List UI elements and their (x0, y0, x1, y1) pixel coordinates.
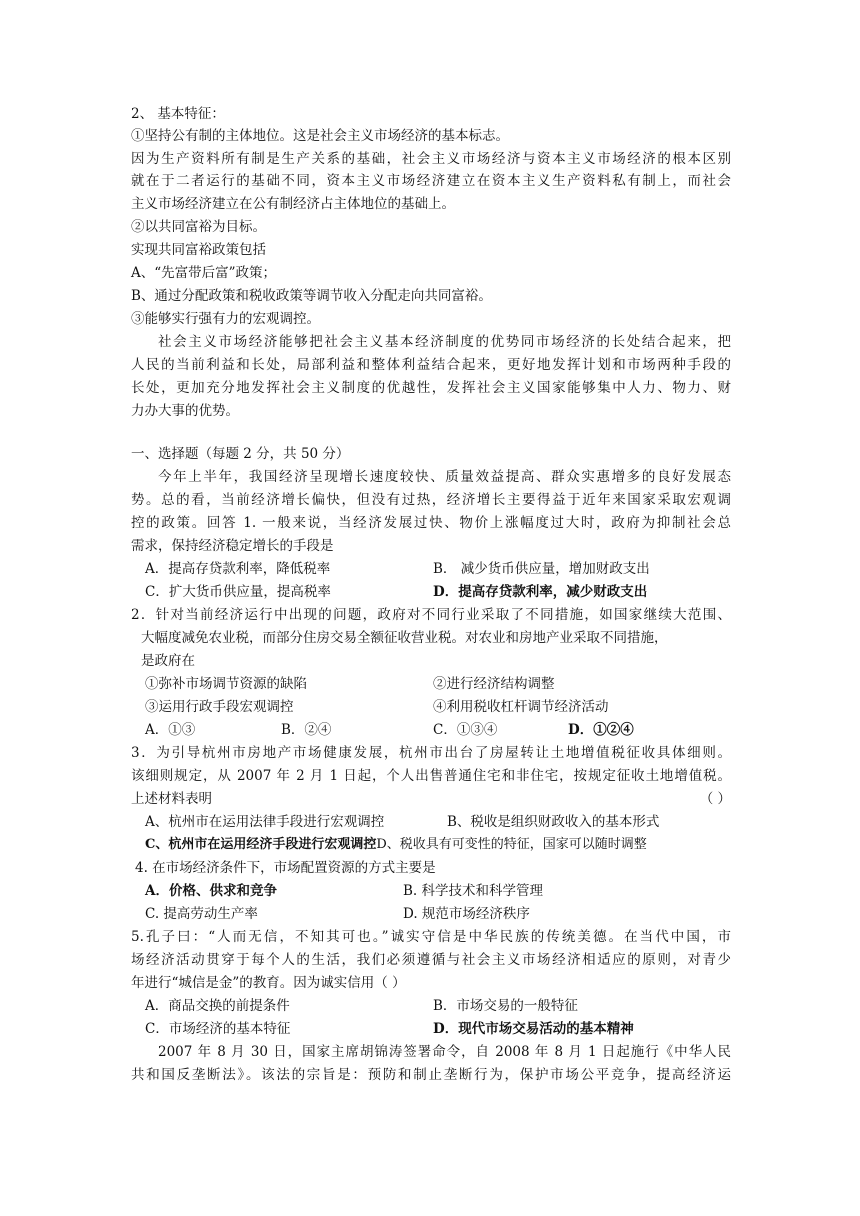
question-stem: 是政府在 (141, 653, 195, 669)
statement-2: ②进行经济结构调整 (433, 676, 555, 692)
question-stem: 3．为引导杭州市房地产市场健康发展，杭州市出台了房屋转让土地增值税征收具体细则。 (131, 745, 731, 761)
text-line: 就在于二者运行的基础不同，资本主义市场经济建立在资本主义生产资料私有制上，而社会 (131, 173, 731, 189)
text-line: ①坚持公有制的主体地位。这是社会主义市场经济的基本标志。 (131, 128, 509, 144)
text-line: ②以共同富裕为目标。 (131, 219, 266, 235)
question-stem: 大幅度减免农业税，而部分住房交易全额征收营业税。对农业和房地产业采取不同措施， (141, 630, 668, 646)
statement-4: ④利用税收杠杆调节经济活动 (433, 699, 609, 715)
question-stem: 势。总的看，当前经济增长偏快，但没有过热，经济增长主要得益于近年来国家采取宏观调 (131, 492, 731, 508)
option-c: C．扩大货币供应量，提高税率 (145, 584, 331, 600)
option-d: D. 规范市场经济秩序 (403, 906, 530, 922)
option-d-answer: D．现代市场交易活动的基本精神 (433, 1021, 634, 1037)
paragraph-line: 共和国反垄断法》。该法的宗旨是：预防和制止垄断行为，保护市场公平竞争，提高经济运 (131, 1067, 731, 1083)
option-a: A．商品交换的前提条件 (145, 998, 290, 1014)
option-a: A．提高存贷款利率，降低税率 (145, 561, 331, 577)
option-a: A、杭州市在运用法律手段进行宏观调控 (145, 814, 385, 830)
text-line: 实现共同富裕政策包括 (131, 242, 266, 258)
paragraph-line: 2007 年 8 月 30 日，国家主席胡锦涛签署命令，自 2008 年 8 月 1 日起施行《中华人民 (158, 1044, 731, 1060)
statement-3: ③运用行政手段宏观调控 (145, 699, 294, 715)
paragraph-line: 长处，更加充分地发挥社会主义制度的优越性，发挥社会主义国家能够集中人力、物力、财 (131, 380, 731, 396)
option-a: A．①③ (145, 722, 196, 738)
question-stem: 5.孔子曰：“人而无信，不知其可也。”诚实守信是中华民族的传统美德。在当代中国，市 (131, 929, 731, 945)
question-stem: 年进行“城信是金”的教育。因为诚实信用（ ） (131, 975, 406, 991)
section-title: 一、选择题（每题 2 分，共 50 分） (131, 446, 350, 462)
question-stem: 今年上半年，我国经济呈现增长速度较快、质量效益提高、群众实惠增多的良好发展态 (158, 469, 731, 485)
option-b: B、税收是组织财政收入的基本形式 (447, 814, 660, 830)
paragraph-line: 社会主义市场经济能够把社会主义基本经济制度的优势同市场经济的长处结合起来，把 (158, 334, 731, 350)
question-stem: 控的政策。回答 1. 一般来说，当经济发展过快、物价上涨幅度过大时，政府为抑制社会总 (131, 515, 731, 531)
question-stem: 4. 在市场经济条件下，市场配置资源的方式主要是 (135, 860, 436, 876)
question-stem (131, 789, 731, 811)
option-c: C．①③④ (433, 722, 498, 738)
question-stem: 2．针对当前经济运行中出现的问题，政府对不同行业采取了不同措施，如国家继续大范围、 (131, 607, 731, 623)
option-a-answer: A．价格、供求和竞争 (145, 883, 277, 899)
question-stem: 该细则规定，从 2007 年 2 月 1 日起，个人出售普通住宅和非住宅，按规定征收土地增值税。 (131, 768, 731, 784)
paragraph-line: 人民的当前利益和长处，局部利益和整体利益结合起来，更好地发挥计划和市场两种手段的 (131, 357, 731, 373)
text-line: 主义市场经济建立在公有制经济占主体地位的基础上。 (131, 196, 455, 212)
text-line: ③能够实行强有力的宏观调控。 (131, 311, 320, 327)
section-heading: 2、 基本特征： (131, 106, 225, 122)
paragraph-line: 力办大事的优势。 (131, 403, 239, 419)
option-b: B． 减少货币供应量，增加财政支出 (433, 561, 650, 577)
stem-text: 上述材料表明 (131, 791, 212, 807)
question-stem: 需求，保持经济稳定增长的手段是 (131, 538, 334, 554)
option-row (145, 835, 647, 855)
statement-1: ①弥补市场调节资源的缺陷 (145, 676, 307, 692)
option-d: D、税收具有可变性的特征，国家可以随时调整 (376, 837, 647, 852)
option-b: B．市场交易的一般特征 (433, 998, 578, 1014)
option-d-answer: D．①②④ (568, 722, 634, 738)
question-stem: 场经济活动贯穿于每个人的生活，我们必须遵循与社会主义市场经济相适应的原则，对青少 (131, 952, 731, 968)
option-c: C．市场经济的基本特征 (145, 1021, 291, 1037)
text-line: 因为生产资料所有制是生产关系的基础，社会主义市场经济与资本主义市场经济的根本区别 (131, 151, 731, 167)
option-c-answer: C、杭州市在运用经济手段进行宏观调控 (145, 837, 377, 852)
option-b: B．②④ (281, 722, 332, 738)
option-d-answer: D．提高存贷款利率，减少财政支出 (433, 584, 648, 600)
option-b: B. 科学技术和科学管理 (403, 883, 544, 899)
answer-bracket: （ ） (699, 791, 731, 807)
option-c: C. 提高劳动生产率 (145, 906, 258, 922)
text-line: B、通过分配政策和税收政策等调节收入分配走向共同富裕。 (131, 288, 492, 304)
text-line: A、“先富带后富”政策； (131, 265, 277, 281)
